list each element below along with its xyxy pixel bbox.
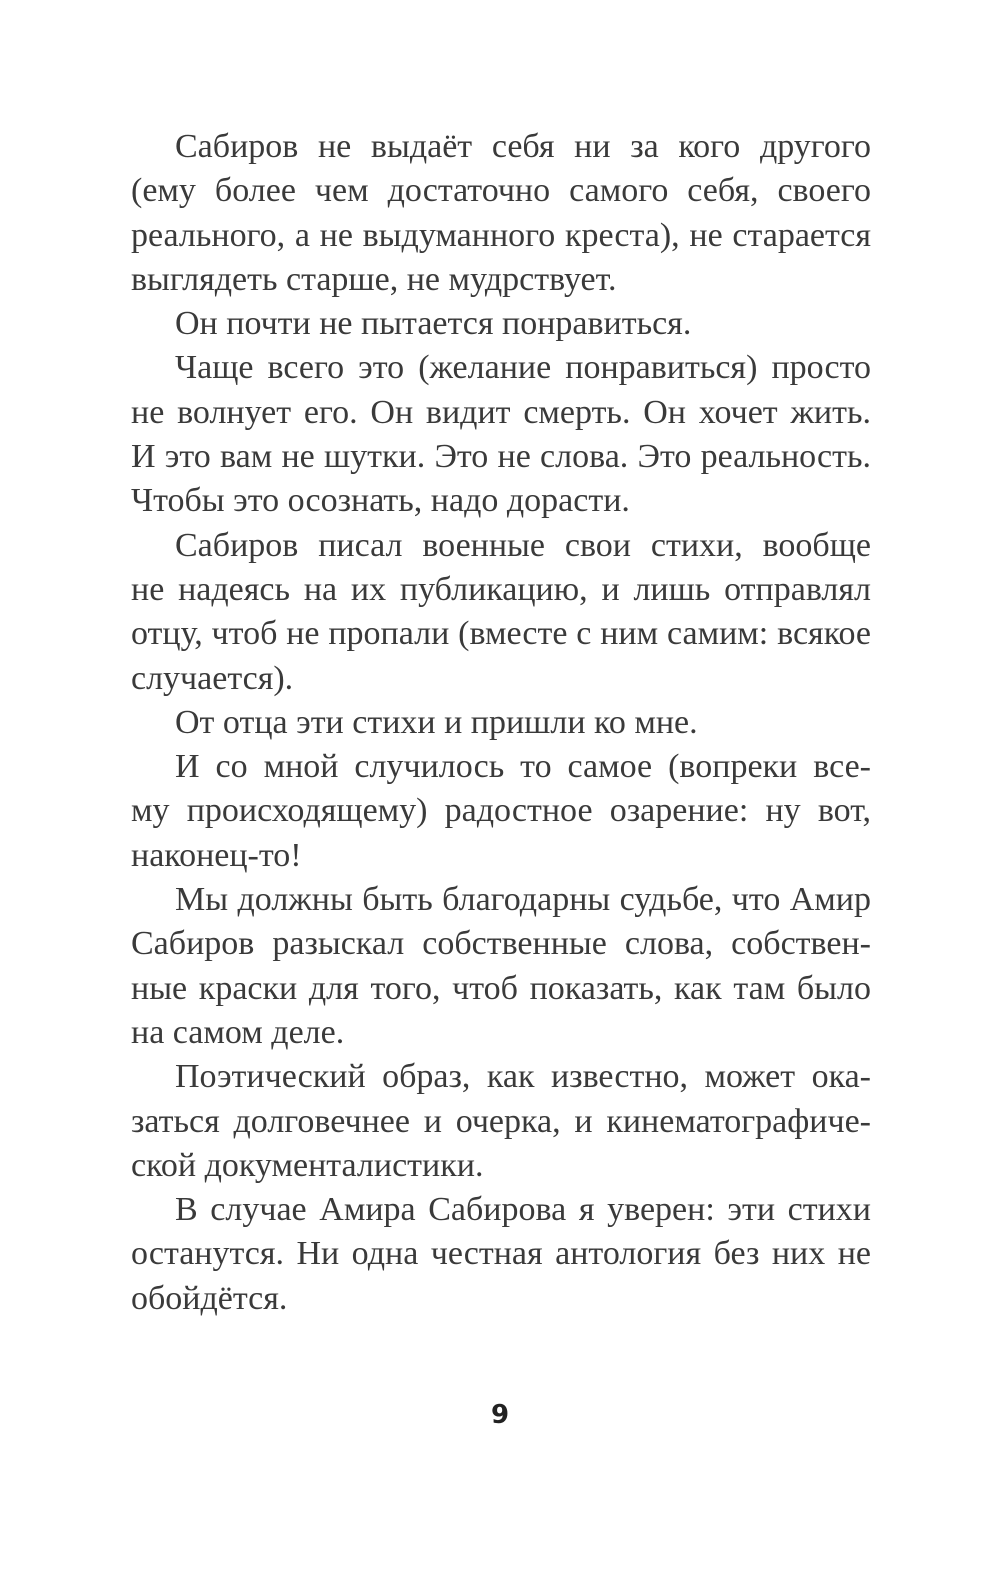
paragraph-7-line-3: ные краски для того, чтоб показать, как там было: [131, 969, 871, 1007]
paragraph-9-line-3: обойдётся.: [131, 1279, 288, 1317]
body-text: [131, 125, 871, 1321]
paragraph-4-line-1: Сабиров писал военные свои стихи, вообще: [175, 526, 871, 564]
paragraph-1-line-3: реального, а не выдуманного креста), не старается: [131, 216, 871, 254]
paragraph-7-line-1: Мы должны быть благодарны судьбе, что Амир: [175, 881, 871, 919]
paragraph-2-line-1: Он почти не пытается понравиться.: [175, 305, 692, 343]
paragraph-3-line-3: И это вам не шутки. Это не слова. Это реальность.: [131, 438, 871, 476]
paragraph-6-line-3: наконец-то!: [131, 836, 302, 874]
paragraph-5-line-1: От отца эти стихи и пришли ко мне.: [175, 703, 698, 741]
paragraph-9-line-2: останутся. Ни одна честная антология без них не: [131, 1235, 871, 1273]
paragraph-8-line-3: ской документалистики.: [131, 1146, 484, 1184]
paragraph-3-line-2: не волнует его. Он видит смерть. Он хочет жить.: [131, 393, 871, 431]
paragraph-3-line-4: Чтобы это осознать, надо дорасти.: [131, 482, 630, 520]
paragraph-1-line-2: (ему более чем достаточно самого себя, своего: [131, 172, 871, 210]
paragraph-4-line-2: не надеясь на их публикацию, и лишь отправлял: [131, 570, 871, 608]
paragraph-1-line-1: Сабиров не выдаёт себя ни за кого другого: [175, 128, 871, 165]
paragraph-9-line-1: В случае Амира Сабирова я уверен: эти стихи: [175, 1191, 871, 1229]
paragraph-7-line-4: на самом деле.: [131, 1013, 345, 1051]
paragraph-1-line-4: выглядеть старше, не мудрствует.: [131, 260, 617, 298]
paragraph-7-line-2: Сабиров разыскал собственные слова, собствен-: [131, 925, 871, 963]
paragraph-8-line-1: Поэтический образ, как известно, может ока-: [175, 1058, 871, 1096]
paragraph-3-line-1: Чаще всего это (желание понравиться) просто: [175, 349, 871, 387]
paragraph-4-line-4: случается).: [131, 659, 294, 697]
paragraph-6-line-1: И со мной случилось то самое (вопреки все-: [175, 748, 871, 786]
page-number: 9: [490, 1400, 510, 1430]
paragraph-4-line-3: отцу, чтоб не пропали (вместе с ним самим: всякое: [131, 615, 871, 653]
paragraph-6-line-2: му происходящему) радостное озарение: ну вот,: [131, 792, 871, 830]
paragraph-8-line-2: заться долговечнее и очерка, и кинематографиче-: [131, 1102, 871, 1140]
